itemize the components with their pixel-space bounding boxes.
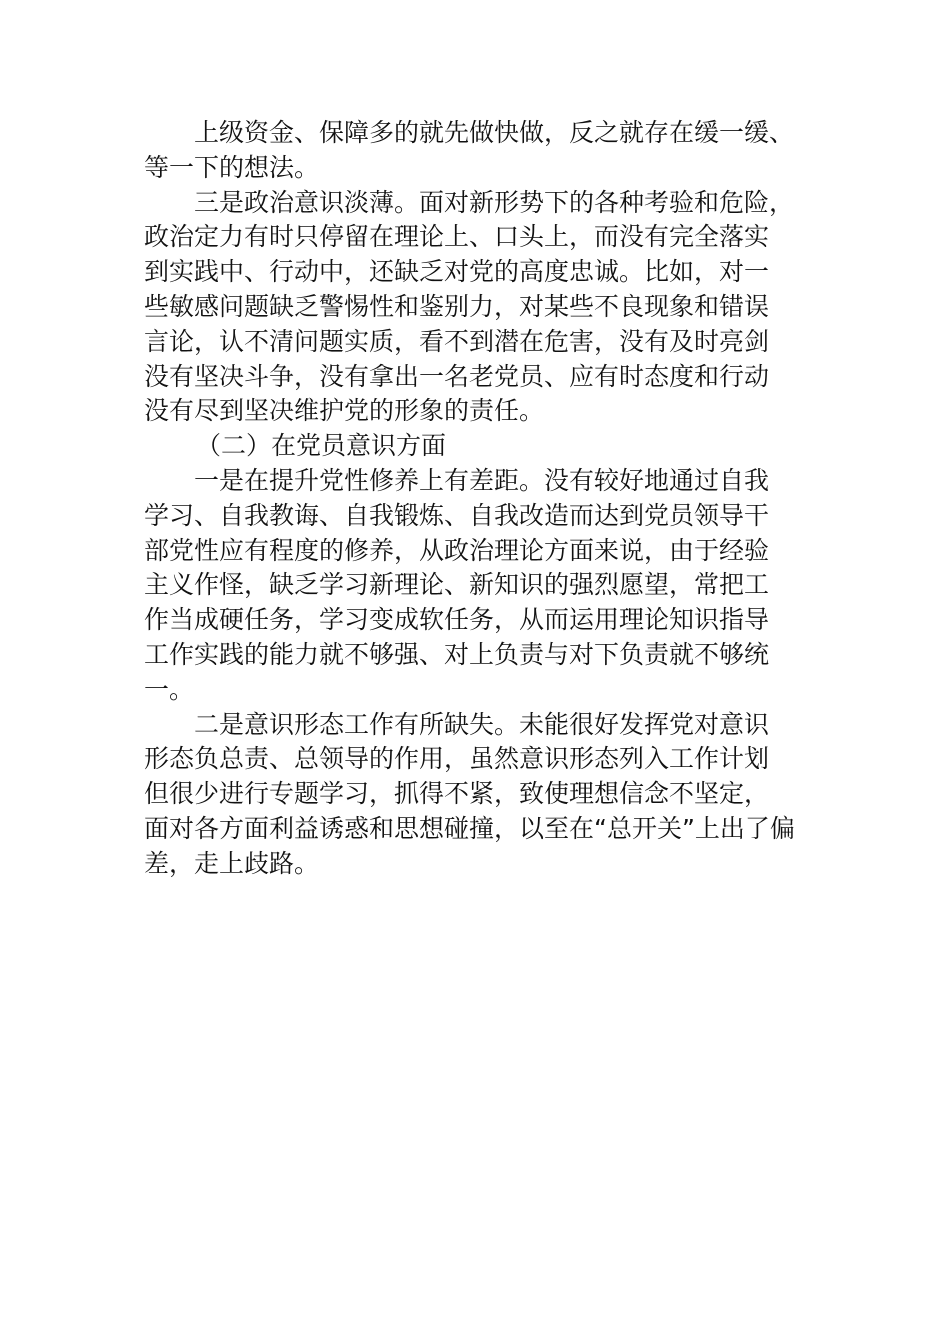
text-line: 一是在提升党性修养上有差距。没有较好地通过自我 [194, 465, 770, 495]
text-line: 但很少进行专题学习，抓得不紧，致使理想信念不坚定， [144, 779, 770, 809]
text-line: 等一下的想法。 [144, 152, 320, 182]
section-heading: （二）在党员意识方面 [196, 431, 447, 461]
text-line: 没有尽到坚决维护党的形象的责任。 [144, 396, 545, 426]
text-line: 学习、自我教诲、自我锻炼、自我改造而达到党员领导干 [144, 500, 770, 530]
text-line: 政治定力有时只停留在理论上、口头上，而没有完全落实 [144, 222, 770, 252]
text-line: 面对各方面利益诱惑和思想碰撞，以至在“总开关”上出了偏 [144, 813, 795, 843]
text-line: 部党性应有程度的修养，从政治理论方面来说，由于经验 [144, 535, 770, 565]
text-line: 上级资金、保障多的就先做快做，反之就存在缓一缓、 [194, 118, 795, 147]
text-line: 形态负总责、总领导的作用，虽然意识形态列入工作计划 [144, 744, 770, 774]
text-line: 到实践中、行动中，还缺乏对党的高度忠诚。比如，对一 [144, 257, 770, 287]
text-line: 言论，认不清问题实质，看不到潜在危害，没有及时亮剑 [144, 326, 770, 356]
text-line: 三是政治意识淡薄。面对新形势下的各种考验和危险， [194, 187, 795, 217]
text-line: 二是意识形态工作有所缺失。未能很好发挥党对意识 [194, 709, 770, 739]
text-line: 些敏感问题缺乏警惕性和鉴别力，对某些不良现象和错误 [144, 291, 770, 321]
text-line: 主义作怪，缺乏学习新理论、新知识的强烈愿望，常把工 [144, 570, 770, 600]
text-line: 没有坚决斗争，没有拿出一名老党员、应有时态度和行动 [144, 361, 770, 391]
text-line: 差，走上歧路。 [144, 848, 320, 878]
text-line: 工作实践的能力就不够强、对上负责与对下负责就不够统 [144, 639, 770, 669]
text-line: 作当成硬任务，学习变成软任务，从而运用理论知识指导 [144, 605, 770, 635]
text-line: 一。 [144, 674, 195, 704]
document-body [144, 116, 834, 882]
